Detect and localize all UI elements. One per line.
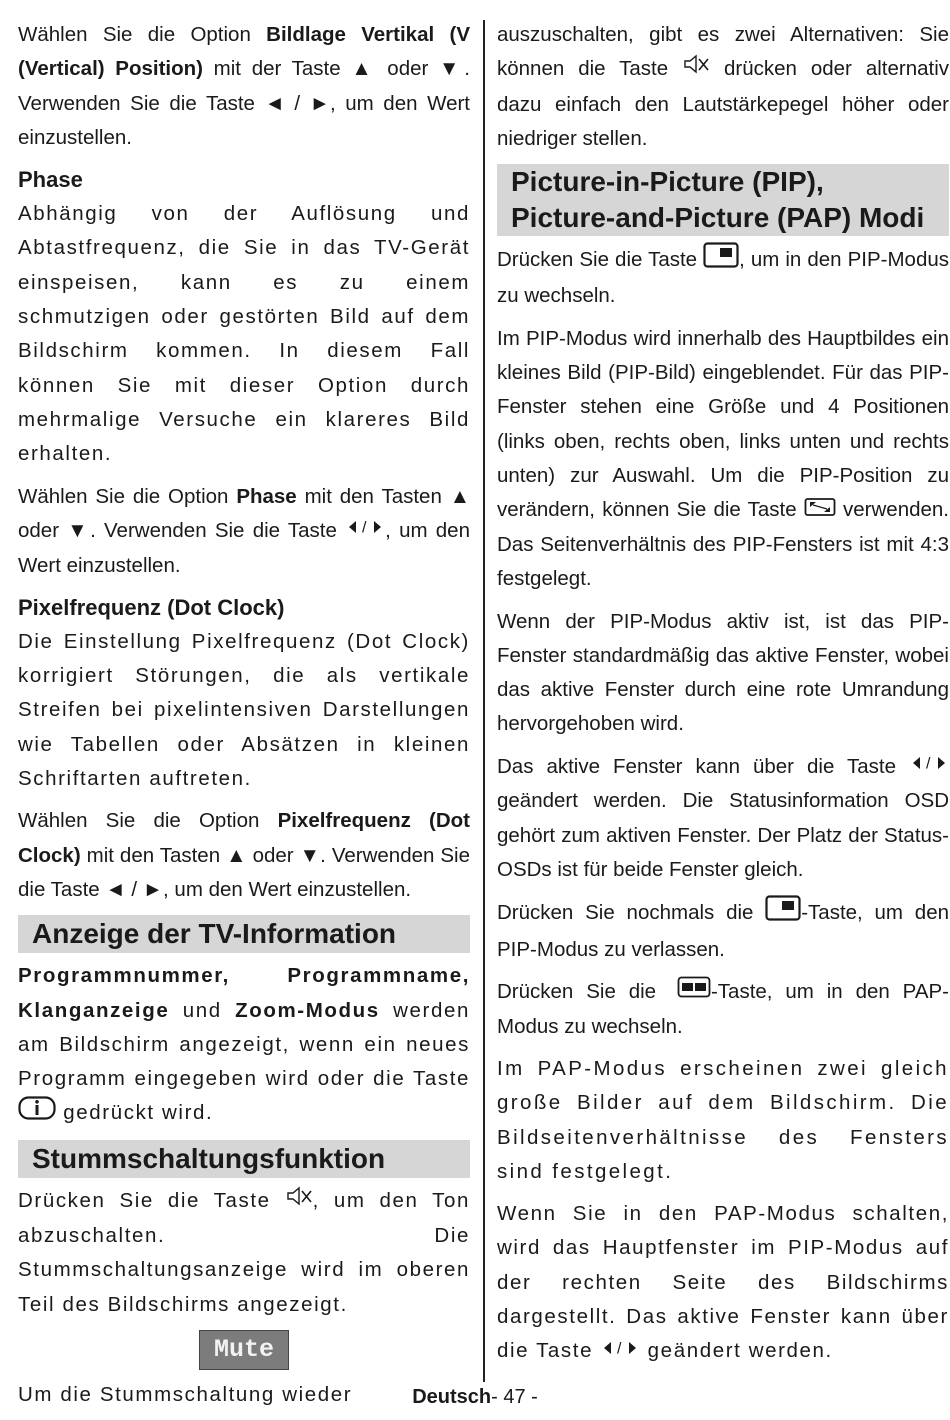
section-title-pip-line2: Picture-and-Picture (PAP) Modi bbox=[511, 202, 925, 234]
info-i-icon bbox=[18, 1096, 56, 1131]
svg-text:/: / bbox=[617, 1340, 624, 1358]
paragraph-pip-active-window: Wenn der PIP-Modus aktiv ist, ist das PIP-Fenster standardmäßig das aktive Fenster, wobei das aktive Fenster durch eine rote Umrandung hervorgehoben wird. bbox=[497, 609, 949, 736]
paragraph-pip-exit: Drücken Sie nochmals die -Taste, um den PIP-Modus zu verlassen. bbox=[497, 895, 949, 967]
mute-speaker-icon bbox=[285, 1184, 313, 1219]
paragraph-phase-description: Abhängig von der Auflösung und Abtastfrequenz, die Sie in das TV-Gerät einspeisen, kann es zu einem schmutzigen oder gestörten Bild auf dem Bildschirm kommen. In diesem Fall können Sie mit dieser Option durch mehrmalige Versuche ein klareres Bild erhalten. bbox=[18, 202, 470, 466]
paragraph-mute-off-start: Um die Stummschaltung wieder bbox=[18, 1382, 353, 1406]
section-title-pip-line1: Picture-in-Picture (PIP), bbox=[511, 166, 824, 198]
section-header-pip-pap bbox=[497, 164, 949, 236]
pip-window-icon bbox=[703, 242, 739, 279]
left-right-arrows-icon bbox=[345, 514, 385, 548]
svg-text:/: / bbox=[926, 755, 931, 773]
right-column bbox=[497, 18, 949, 1377]
footer-language: Deutsch bbox=[412, 1386, 492, 1408]
pap-split-icon bbox=[677, 975, 711, 1009]
paragraph-active-window-switch: Das aktive Fenster kann über die Taste / geändert werden. Die Statusinformation OSD gehört zum aktiven Fenster. Der Platz der Status-OSDs ist für beide Fenster gleich. bbox=[497, 750, 949, 888]
section-title-tv-info: Anzeige der TV-Information bbox=[32, 918, 397, 950]
column-divider bbox=[483, 20, 485, 1382]
paragraph-pap-main-window: Wenn Sie in den PAP-Modus schalten, wird das Hauptfenster im PIP-Modus auf der rechten Seite des Bildschirms dargestellt. Das aktive Fenster kann über die Taste / geändert werden. bbox=[497, 1197, 949, 1369]
heading-phase: Phase bbox=[18, 167, 83, 193]
paragraph-dot-clock-select: Wählen Sie die Option Pixelfrequenz (Dot Clock) mit den Tasten ▲ oder ▼. Verwenden Sie die Taste ◄ / ►, um den Wert einzustellen. bbox=[18, 809, 470, 901]
left-column bbox=[18, 18, 470, 1420]
paragraph-phase-select: Wählen Sie die Option Phase mit den Tasten ▲ oder ▼. Verwenden Sie die Taste / , um den Wert einzustellen. bbox=[18, 484, 470, 577]
pip-position-icon bbox=[804, 494, 836, 528]
footer-page-number: - 47 - bbox=[491, 1386, 538, 1408]
page-footer bbox=[0, 1386, 950, 1409]
paragraph-pap-description: Im PAP-Modus erscheinen zwei gleich große Bilder auf dem Bildschirm. Die Bildseitenverhältnisse des Fensters sind festgelegt. bbox=[497, 1056, 949, 1183]
paragraph-mute: Drücken Sie die Taste , um den Ton abzuschalten. Die Stummschaltungsanzeige wird im oberen Teil des Bildschirms angezeigt. bbox=[18, 1184, 470, 1322]
svg-text:/: / bbox=[362, 519, 367, 537]
left-right-arrows-icon bbox=[909, 750, 949, 784]
section-title-mute: Stummschaltungsfunktion bbox=[32, 1142, 386, 1174]
paragraph-pip-enter: Drücken Sie die Taste , um in den PIP-Modus zu wechseln. bbox=[497, 242, 949, 314]
paragraph-vertical-position: Wählen Sie die Option Bildlage Vertikal (V (Vertical) Position) mit der Taste ▲ oder ▼. Verwenden Sie die Taste ◄ / ►, um den Wert einzustellen. bbox=[18, 23, 471, 149]
paragraph-mute-off-continued: auszuschalten, gibt es zwei Alternativen: Sie können die Taste drücken oder alternativ dazu einfach den Lautstärkepegel höher oder niedriger stellen. bbox=[497, 23, 949, 150]
left-right-arrows-icon bbox=[600, 1335, 640, 1369]
section-header-mute bbox=[18, 1140, 470, 1178]
pip-window-icon bbox=[765, 895, 801, 932]
paragraph-tv-info: Programmnummer, Programmname, Klanganzeige und Zoom-Modus werden am Bildschirm angezeigt, wenn ein neues Programm eingegeben wird oder die Taste gedrückt wird. bbox=[18, 959, 470, 1131]
mute-osd-badge: Mute bbox=[199, 1330, 289, 1370]
mute-speaker-icon bbox=[682, 52, 710, 87]
heading-dot-clock: Pixelfrequenz (Dot Clock) bbox=[18, 594, 285, 620]
paragraph-pap-enter: Drücken Sie die -Taste, um in den PAP-Modus zu wechseln. bbox=[497, 975, 949, 1044]
section-header-tv-info bbox=[18, 915, 470, 953]
paragraph-dot-clock-description: Die Einstellung Pixelfrequenz (Dot Clock) korrigiert Störungen, die als vertikale Streifen bei pixelintensiven Darstellungen wie Tabellen oder Absätzen in kleinen Schriftarten auftreten. bbox=[18, 629, 470, 791]
paragraph-pip-description: Im PIP-Modus wird innerhalb des Hauptbildes ein kleines Bild (PIP-Bild) eingeblendet. Für das PIP-Fenster stehen eine Größe und 4 Positionen (links oben, rechts oben, links unten und rechts unten) zur Auswahl. Um die PIP-Position zu verändern, können Sie die Taste verwenden. Das Seitenverhältnis des PIP-Fensters ist mit 4:3 festgelegt. bbox=[497, 326, 949, 591]
mute-indicator-wrap bbox=[18, 1330, 470, 1370]
